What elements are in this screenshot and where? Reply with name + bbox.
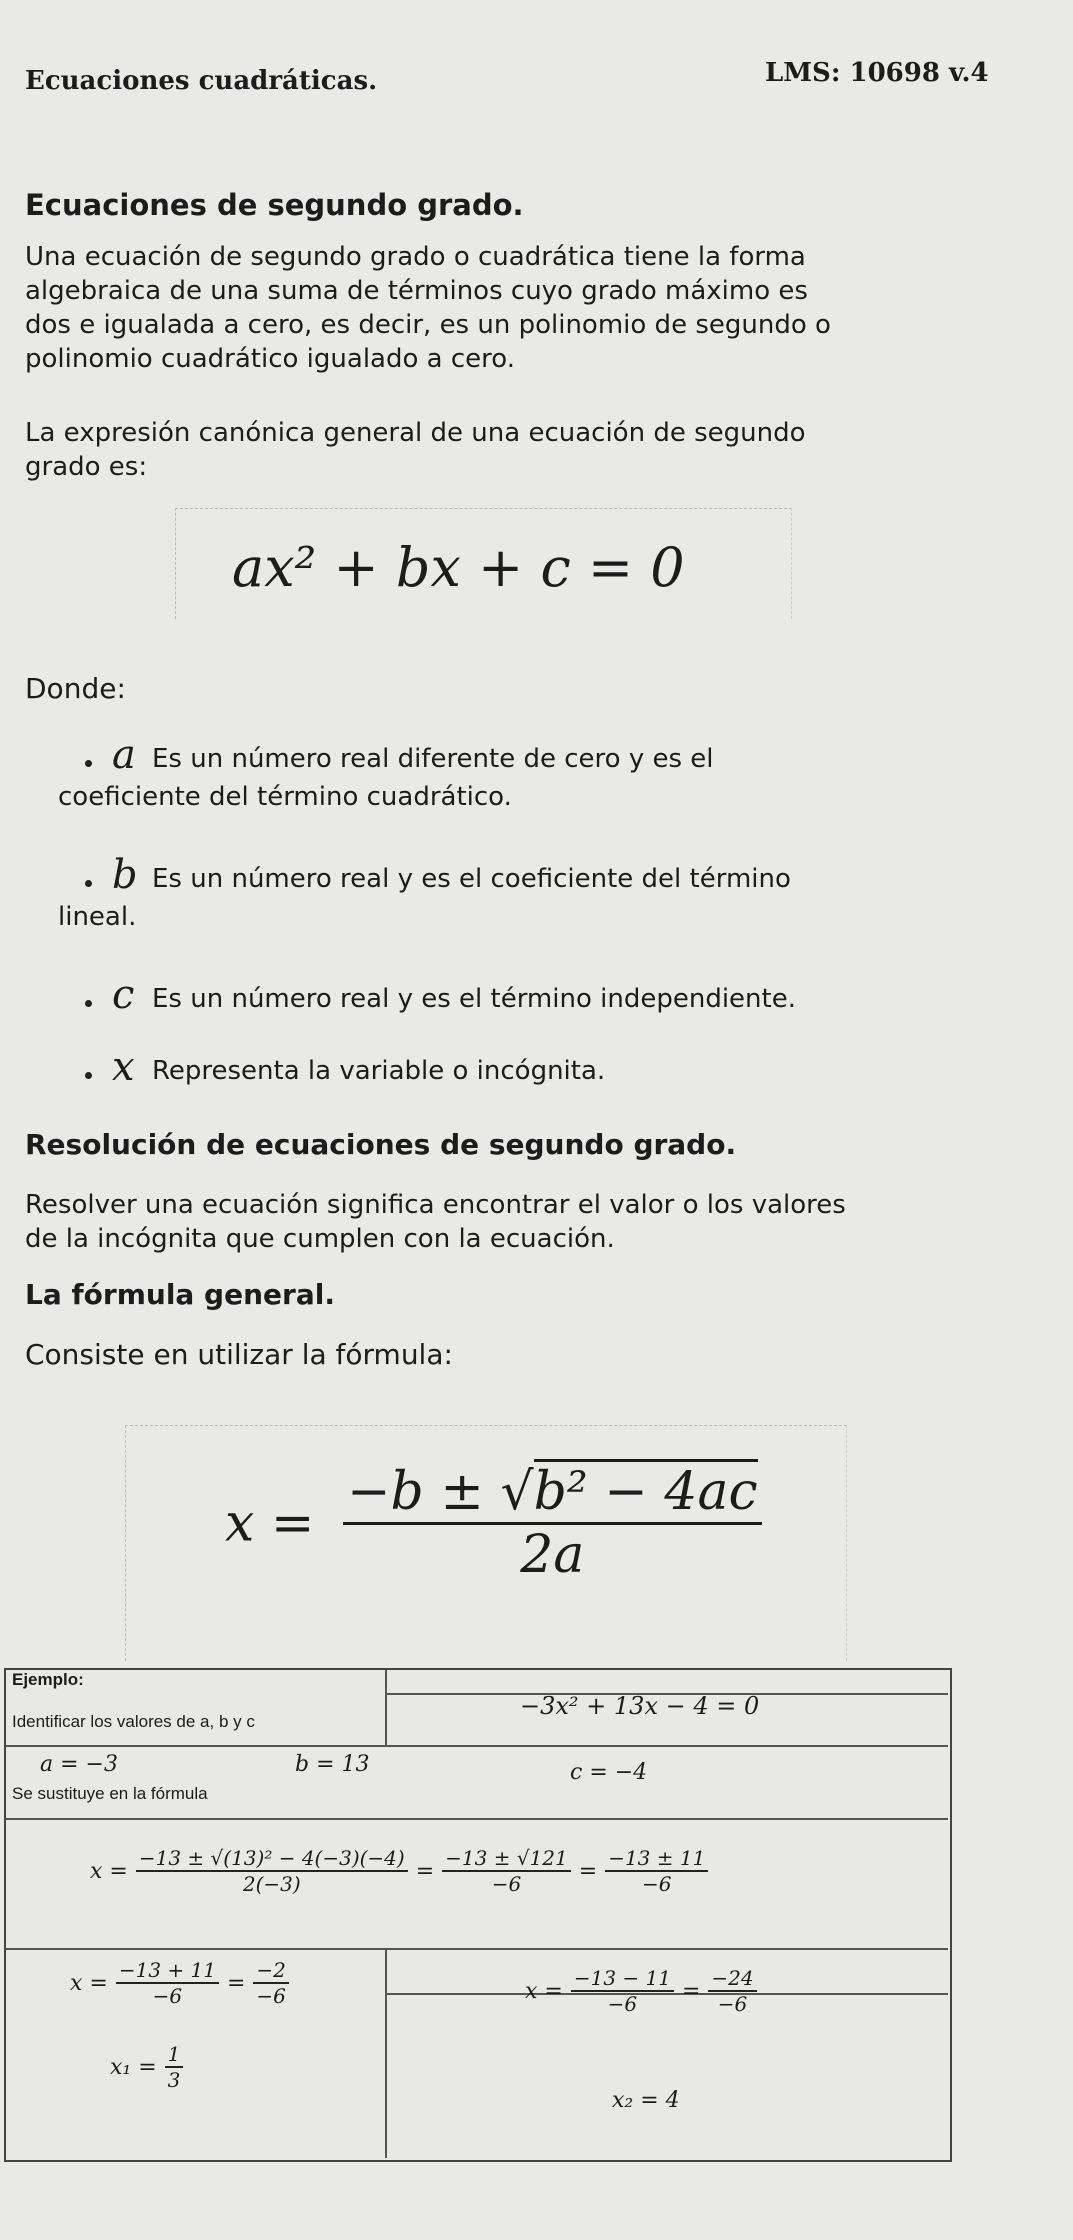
value-c: c = −4 [570,1760,648,1785]
paragraph-definition [25,240,831,376]
sol1-result-num: 1 [167,2042,181,2066]
sub-f2-num: −13 ± √121 [445,1846,568,1870]
substitute-label: Se sustituye en la fórmula [12,1784,208,1803]
example-label: Ejemplo: [12,1670,84,1689]
formula-denominator: 2a [520,1525,585,1585]
sol2-f1-num: −13 − 11 [573,1966,671,1990]
sol2-fraction-1 [571,1966,674,2016]
sol2-f1-den: −6 [607,1992,638,2016]
variable-x: x [112,1044,135,1090]
equals-sign: = [226,1970,246,1996]
resolution-line: de la incógnita que cumplen con la ecuación. [25,1224,615,1254]
definition-line: algebraica de una suma de términos cuyo grado máximo es [25,276,808,306]
table-divider [385,1670,387,1746]
item-c-line1: Es un número real y es el término independiente. [152,984,796,1014]
solution-2-formula [525,1966,757,2016]
sol1-result-den: 3 [167,2068,181,2092]
sol2-f2-den: −6 [717,1992,748,2016]
sqrt-icon: √ [500,1462,534,1522]
identify-label: Identificar los valores de a, b y c [12,1712,255,1731]
section-title-resolution: Resolución de ecuaciones de segundo grado. [25,1128,737,1161]
formula-lhs: x = [225,1493,315,1554]
section-title-second-degree: Ecuaciones de segundo grado. [25,188,524,222]
sub-f1-den: 2(−3) [242,1872,301,1896]
paragraph-use-formula: Consiste en utilizar la fórmula: [25,1338,453,1371]
canonical-line: grado es: [25,452,148,482]
sub-fraction-3 [605,1846,708,1896]
paragraph-canonical [25,416,806,484]
sub-fraction-2 [442,1846,571,1896]
table-divider [6,1948,948,1950]
sub-f1-num: −13 ± √(13)² − 4(−3)(−4) [138,1846,405,1870]
item-b-line1: Es un número real y es el coeficiente del término [152,864,791,894]
definition-line: polinomio cuadrático igualado a cero. [25,344,515,374]
value-a: a = −3 [40,1752,118,1777]
sub-f3-den: −6 [642,1872,672,1896]
equals-sign: = [681,1978,701,2004]
item-a-line1: Es un número real diferente de cero y es el [152,744,714,774]
sol1-lhs: x = [70,1970,108,1996]
bullet-dot [85,1000,92,1007]
numerator-part: −b ± [346,1462,501,1522]
item-x-line1: Representa la variable o incógnita. [152,1056,606,1086]
equals-sign: = [578,1858,598,1884]
definition-line: Una ecuación de segundo grado o cuadrática tiene la forma [25,242,806,272]
bullet-dot [85,880,92,887]
definition-line: dos e igualada a cero, es decir, es un polinomio de segundo o [25,310,831,340]
table-divider [6,1745,948,1747]
donde-label: Donde: [25,672,126,705]
canonical-line: La expresión canónica general de una ecuación de segundo [25,418,806,448]
sol1-f2-den: −6 [256,1984,286,2008]
sol1-f1-den: −6 [152,1984,183,2008]
value-b: b = 13 [295,1752,370,1777]
header-code: LMS: 10698 v.4 [765,58,989,88]
subtitle-general-formula: La fórmula general. [25,1278,335,1311]
paragraph-resolution [25,1188,846,1256]
bullet-dot [85,1072,92,1079]
bullet-dot [85,760,92,767]
sol1-fraction-2 [253,1958,288,2008]
variable-c: c [112,972,135,1018]
canonical-formula: ax² + bx + c = 0 [232,536,685,599]
sol1-result-fraction [165,2042,184,2092]
item-a-line2: coeficiente del término cuadrático. [58,782,512,812]
substitution-formula [90,1846,708,1896]
sol1-f2-num: −2 [256,1958,286,1982]
sol1-f1-num: −13 + 11 [118,1958,216,1982]
item-b-line2: lineal. [58,902,137,932]
header-title: Ecuaciones cuadráticas. [25,66,378,96]
formula-fraction [343,1462,762,1585]
sub-f2-den: −6 [491,1872,522,1896]
variable-b: b [112,852,138,898]
solution-1-result [110,2042,183,2092]
variable-a: a [112,732,136,778]
radicand: b² − 4ac [534,1459,758,1522]
sol2-fraction-2 [708,1966,756,2016]
table-divider [385,1948,387,2158]
sol1-fraction-1 [116,1958,219,2008]
sol2-lhs: x = [525,1978,563,2004]
example-equation: −3x² + 13x − 4 = 0 [520,1692,760,1720]
sub-f3-num: −13 ± 11 [608,1846,706,1870]
general-formula [225,1462,762,1585]
sol2-f2-num: −24 [711,1966,754,1990]
solution-2-result: x₂ = 4 [612,2088,680,2113]
formula-numerator [343,1462,762,1522]
table-divider [6,1818,948,1820]
sub-lhs: x = [90,1858,128,1884]
resolution-line: Resolver una ecuación significa encontrar el valor o los valores [25,1190,846,1220]
sub-fraction-1 [136,1846,408,1896]
equals-sign: = [415,1858,435,1884]
sol1-result-lhs: x₁ = [110,2054,157,2080]
solution-1-formula [70,1958,289,2008]
